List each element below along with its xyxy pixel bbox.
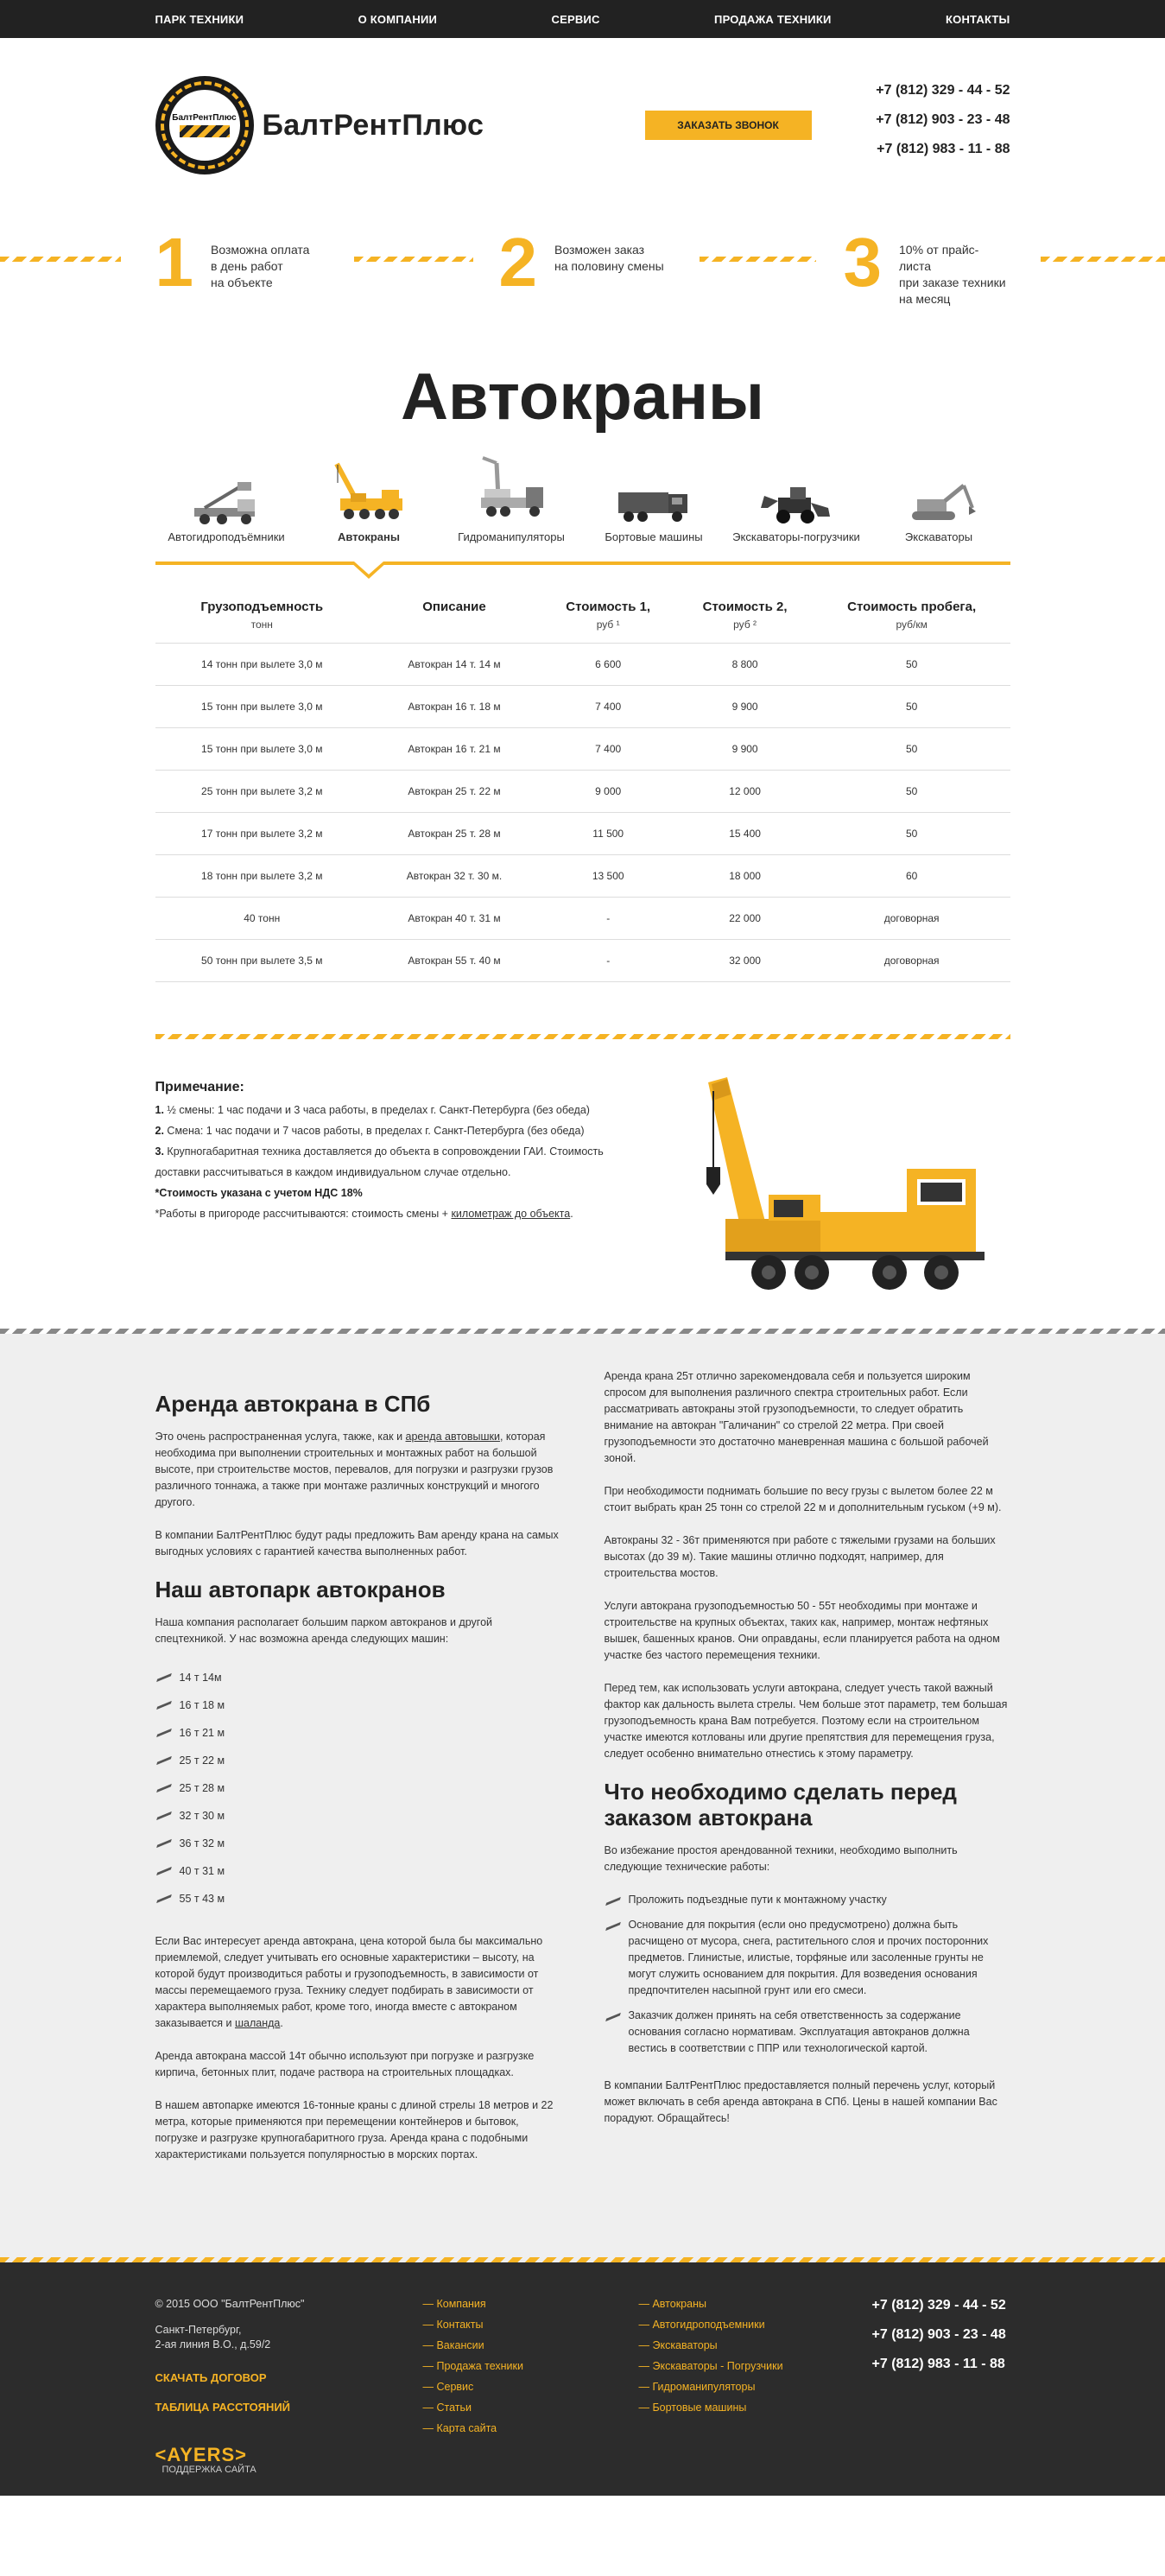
table-cell: 17 тонн при вылете 3,2 м <box>155 813 370 855</box>
footer-link[interactable]: — Гидроманипуляторы <box>638 2381 756 2393</box>
table-cell: 50 <box>814 728 1010 771</box>
order-call-button[interactable]: ЗАКАЗАТЬ ЗВОНОК <box>645 111 812 140</box>
logo-badge-text: БалтРентПлюс <box>172 113 237 123</box>
table-cell: 9 900 <box>676 686 813 728</box>
footer-link[interactable]: — Карта сайта <box>422 2422 497 2434</box>
footer-link[interactable]: — Автогидроподъемники <box>638 2319 765 2331</box>
ayers-subtitle: ПОДДЕРЖКА САЙТА <box>161 2465 256 2475</box>
ayers-logo[interactable]: <AYERS> ПОДДЕРЖКА САЙТА <box>155 2444 256 2475</box>
col-header-mileage: Стоимость пробега, руб/км <box>847 600 977 631</box>
footer-phones <box>872 2295 1006 2383</box>
table-cell: 15 тонн при вылете 3,0 м <box>155 728 370 771</box>
list-item: 32 т 30 м <box>155 1802 561 1830</box>
table-cell: Автокран 16 т. 21 м <box>369 728 540 771</box>
list-item: 36 т 32 м <box>155 1830 561 1857</box>
paragraph: При необходимости поднимать большие по весу грузы с вылетом более 22 м стоит выбрать кран 25 тонн со стрелой 22 м и дополнительным гуськом (+9 м). <box>604 1485 1002 1513</box>
list-item: Основание для покрытия (если оно предусмотрено) должна быть расчищено от мусора, снега, растительного слоя и прочих посторонних предметов. Глинистые, илистые, торфяные или засоленные грунты не могут служить основанием для покрытия. Для возведения основания предпочтителен насыпной грунт или его смеси. <box>605 1917 1010 1999</box>
tab-aerial-platforms[interactable] <box>155 454 298 558</box>
benefit-text: Возможна оплата в день работ на объекте <box>211 243 310 289</box>
table-cell: Автокран 40 т. 31 м <box>369 898 540 940</box>
col-header-description: Описание <box>422 600 486 614</box>
list-item: 25 т 22 м <box>155 1747 561 1774</box>
backhoe-icon <box>757 482 835 525</box>
requirements-list <box>605 1892 1010 2057</box>
distance-table-link[interactable]: ТАБЛИЦА РАССТОЯНИЙ <box>155 2401 291 2414</box>
table-cell: 15 тонн при вылете 3,0 м <box>155 686 370 728</box>
list-item: 55 т 43 м <box>155 1885 561 1913</box>
tab-label: Автогидроподъёмники <box>168 530 285 543</box>
paragraph: Это очень распространенная услуга, также, как и аренда автовышки, которая необходима при выполнении строительных и монтажных работ на большой высоте, при строительстве мостов, перевалов, для погрузки и разгрузки грузов различного тоннажа, а также при монтаже различных конструкций и многого другого. <box>155 1431 554 1508</box>
list-item: 16 т 21 м <box>155 1719 561 1747</box>
nav-service[interactable]: СЕРВИС <box>551 12 600 26</box>
table-cell: 13 500 <box>540 855 676 898</box>
footer-phone-2[interactable]: +7 (812) 903 - 23 - 48 <box>871 2327 1006 2342</box>
header-phones <box>876 83 1010 171</box>
phone-2[interactable]: +7 (812) 903 - 23 - 48 <box>876 112 1010 127</box>
paragraph: Перед тем, как использовать услуги автокрана, следует учесть такой важный фактор как дальность вылета стрелы. Чем больше этот параметр, тем большая грузоподъемность крана Вам потребуется. Поэтому если на строительном участке имеются котлованы или другие препятствия для перемещения груза, следует особенно внимательно отнестись к этому параметру. <box>604 1682 1008 1760</box>
note-item-3: 3. Крупногабаритная техника доставляется до объекта в сопровождении ГАИ. Стоимость доставки рассчитываться в каждом индивидуальном случае отдельно. <box>155 1145 604 1178</box>
mobile-crane-icon <box>691 1065 1010 1298</box>
table-cell: 50 тонн при вылете 3,5 м <box>155 940 370 982</box>
footer-phone-3[interactable]: +7 (812) 983 - 11 - 88 <box>871 2357 1005 2371</box>
benefit-2 <box>498 224 664 301</box>
table-cell: 60 <box>814 855 1010 898</box>
tab-excavators[interactable] <box>868 454 1010 558</box>
nav-about[interactable]: О КОМПАНИИ <box>358 12 438 26</box>
table-row <box>155 898 1010 940</box>
table-cell: Автокран 14 т. 14 м <box>369 644 540 686</box>
footer-link[interactable]: — Продажа техники <box>422 2360 523 2372</box>
logo[interactable] <box>155 76 484 174</box>
nav-contacts[interactable]: КОНТАКТЫ <box>946 12 1010 26</box>
table-cell: 6 600 <box>540 644 676 686</box>
list-item: 14 т 14м <box>155 1664 561 1691</box>
table-cell: 9 000 <box>540 771 676 813</box>
notes-section <box>155 1039 1010 1329</box>
logo-name: БалтРентПлюс <box>262 108 484 142</box>
tab-label: Экскаваторы-погрузчики <box>732 530 860 543</box>
paragraph: Наша компания располагает большим парком автокранов и другой спецтехникой. У нас возможна аренда следующих машин: <box>155 1616 492 1645</box>
note-item-2: 2. Смена: 1 час подачи и 7 часов работы, в пределах г. Санкт-Петербурга (без обеда) <box>155 1125 585 1137</box>
table-cell: 50 <box>814 686 1010 728</box>
nav-park[interactable]: ПАРК ТЕХНИКИ <box>155 12 244 26</box>
paragraph: Аренда автокрана массой 14т обычно используют при погрузке и разгрузке кирпича, бетонных плит, подаче раствора на строительных площадках. <box>155 2050 535 2078</box>
footer-phone-1[interactable]: +7 (812) 329 - 44 - 52 <box>871 2298 1006 2313</box>
table-row <box>155 728 1010 771</box>
header <box>0 38 1165 211</box>
content-right-column <box>605 1368 1010 2179</box>
tab-label: Бортовые машины <box>605 530 703 543</box>
tab-label: Автокраны <box>338 530 400 543</box>
table-cell: 50 <box>814 771 1010 813</box>
table-cell: Автокран 25 т. 22 м <box>369 771 540 813</box>
footer-link[interactable]: — Компания <box>422 2298 486 2310</box>
footer-link[interactable]: — Вакансии <box>422 2339 484 2351</box>
note-vat: *Стоимость указана с учетом НДС 18% <box>155 1187 363 1199</box>
note-suburb: *Работы в пригороде рассчитываются: стоимость смены + километраж до объекта. <box>155 1208 573 1220</box>
table-cell: договорная <box>814 898 1010 940</box>
col-header-price-2: Стоимость 2, руб ² <box>702 600 788 631</box>
table-cell: 50 <box>814 644 1010 686</box>
notes-title: Примечание: <box>155 1080 244 1094</box>
table-row <box>155 855 1010 898</box>
shalanda-link[interactable]: шаланда <box>234 2017 281 2029</box>
truck-icon <box>615 482 693 525</box>
tab-flatbeds[interactable] <box>583 454 725 558</box>
footer <box>0 2262 1165 2496</box>
seo-content-section <box>0 1334 1165 2257</box>
tab-label: Гидроманипуляторы <box>458 530 565 543</box>
table-cell: - <box>540 940 676 982</box>
table-cell: Автокран 25 т. 28 м <box>369 813 540 855</box>
table-row <box>155 813 1010 855</box>
table-row <box>155 644 1010 686</box>
footer-company-info <box>155 2294 305 2418</box>
table-cell: Автокран 32 т. 30 м. <box>369 855 540 898</box>
address-street: 2-ая линия В.О., д.59/2 <box>155 2338 271 2351</box>
address-city: Санкт-Петербург, <box>155 2324 242 2336</box>
table-row <box>155 686 1010 728</box>
footer-link[interactable]: — Статьи <box>422 2402 472 2414</box>
table-cell: 32 000 <box>676 940 813 982</box>
table-cell: - <box>540 898 676 940</box>
footer-link[interactable]: — Бортовые машины <box>638 2402 747 2414</box>
table-cell: 40 тонн <box>155 898 370 940</box>
paragraph: Во избежание простоя арендованной техники, необходимо выполнить следующие технические работы: <box>604 1844 958 1873</box>
excavator-icon <box>900 482 978 525</box>
benefit-number: 2 <box>498 224 537 301</box>
table-row <box>155 771 1010 813</box>
paragraph: Если Вас интересует аренда автокрана, цена которой была бы максимально приемлемой, следует учитывать его основные характеристики – высоту, на которой будут производиться работы и грузоподъемность, в зависимости от массы перемещаемого груза. Технику следует подбирать в зависимости от характера выполняемых работ, кроме того, иногда вместе с автокраном заказывается и шаланда. <box>155 1935 543 2029</box>
footer-link[interactable]: — Экскаваторы <box>638 2339 718 2351</box>
footer-equipment-links <box>639 2294 783 2418</box>
col-header-price-1: Стоимость 1, руб ¹ <box>566 600 651 631</box>
list-item: 40 т 31 м <box>155 1857 561 1885</box>
note-item-1: 1. ½ смены: 1 час подачи и 3 часа работы, в пределах г. Санкт-Петербурга (без обеда) <box>155 1104 590 1116</box>
table-cell: 14 тонн при вылете 3,0 м <box>155 644 370 686</box>
nav-sale[interactable]: ПРОДАЖА ТЕХНИКИ <box>714 12 832 26</box>
footer-link[interactable]: — Контакты <box>422 2319 484 2331</box>
hazard-stripe-icon <box>180 125 230 137</box>
fleet-list <box>155 1664 561 1913</box>
footer-link[interactable]: — Экскаваторы - Погрузчики <box>638 2360 783 2372</box>
footer-link[interactable]: — Автокраны <box>638 2298 706 2310</box>
tab-manipulators[interactable] <box>440 454 583 558</box>
table-cell: 50 <box>814 813 1010 855</box>
list-item: Заказчик должен принять на себя ответственность за содержание основания согласно нормативам. Эксплуатация автокранов должна вестись в соответствии с ППР или технологической картой. <box>605 2008 1010 2057</box>
content-left-column <box>155 1368 561 2179</box>
table-cell: 9 900 <box>676 728 813 771</box>
aerial-platform-icon <box>187 482 265 525</box>
top-navigation <box>0 0 1165 38</box>
benefit-number: 1 <box>155 224 193 301</box>
table-cell: договорная <box>814 940 1010 982</box>
category-tabs <box>155 454 1010 558</box>
tab-label: Экскаваторы <box>904 530 973 543</box>
heading-crane-rental: Аренда автокрана в СПб <box>155 1391 431 1417</box>
table-cell: 7 400 <box>540 686 676 728</box>
benefit-text: Возможен заказ на половину смены <box>554 243 664 273</box>
phone-1[interactable]: +7 (812) 329 - 44 - 52 <box>876 83 1010 98</box>
phone-3[interactable]: +7 (812) 983 - 11 - 88 <box>877 142 1010 156</box>
col-header-capacity: Грузоподъемность тонн <box>200 600 324 631</box>
paragraph: В компании БалтРентПлюс предоставляется полный перечень услуг, который может включать в себя аренда автокрана в СПб. Цены в нашей компании Вас порадуют. Обращайтесь! <box>604 2079 997 2124</box>
copyright: © 2015 ООО "БалтРентПлюс" <box>155 2298 305 2310</box>
download-contract-link[interactable]: СКАЧАТЬ ДОГОВОР <box>155 2371 267 2384</box>
table-cell: 18 000 <box>676 855 813 898</box>
benefit-1 <box>155 224 310 301</box>
table-cell: 12 000 <box>676 771 813 813</box>
list-item: 16 т 18 м <box>155 1691 561 1719</box>
table-cell: 15 400 <box>676 813 813 855</box>
table-cell: 18 тонн при вылете 3,2 м <box>155 855 370 898</box>
footer-link[interactable]: — Сервис <box>422 2381 474 2393</box>
paragraph: Автокраны 32 - 36т применяются при работе с тяжелыми грузами на больших высотах (до 39 м). Такие машины отлично подходят, например, для строительства мостов. <box>604 1534 996 1579</box>
heading-before-order: Что необходимо сделать перед заказом автокрана <box>604 1779 957 1830</box>
hazard-stripe-decor <box>1041 257 1165 262</box>
tab-indicator <box>155 562 1010 565</box>
table-cell: 7 400 <box>540 728 676 771</box>
benefit-text: 10% от прайс-листа при заказе техники на месяц <box>899 243 1006 306</box>
table-cell: Автокран 16 т. 18 м <box>369 686 540 728</box>
table-cell: 22 000 <box>676 898 813 940</box>
table-cell: 25 тонн при вылете 3,2 м <box>155 771 370 813</box>
hazard-stripe-decor <box>0 257 121 262</box>
list-item: Проложить подъездные пути к монтажному участку <box>605 1892 1010 1908</box>
logo-badge <box>155 76 254 174</box>
table-row <box>155 940 1010 982</box>
paragraph: В нашем автопарке имеются 16-тонные краны с длиной стрелы 18 метров и 22 метра, которые применяются при перемещении контейнеров и бытовок, погрузке и разгрузке крупногабаритного груза. Аренда крана с подобными характеристиками пользуется популярностью в морских портах. <box>155 2099 554 2160</box>
table-cell: 8 800 <box>676 644 813 686</box>
aerial-rental-link[interactable]: аренда автовышки <box>405 1431 500 1443</box>
mileage-link[interactable]: километраж до объекта <box>451 1208 571 1220</box>
manipulator-icon <box>472 456 550 525</box>
price-table <box>155 600 1010 982</box>
footer-site-links <box>423 2294 523 2439</box>
tab-cranes[interactable] <box>298 454 440 558</box>
table-cell: Автокран 55 т. 40 м <box>369 940 540 982</box>
benefits-strip <box>0 211 1165 340</box>
list-item: 25 т 28 м <box>155 1774 561 1802</box>
paragraph: В компании БалтРентПлюс будут рады предложить Вам аренду крана на самых выгодных условиях с гарантией качества выполненных работ. <box>155 1529 559 1558</box>
notes-text <box>155 1077 639 1224</box>
paragraph: Услуги автокрана грузоподъемностью 50 - 55т необходимы при монтаже и строительстве на крупных объектах, таких как, например, монтаж нефтяных вышек, башенных кранов. Они оправданы, если планируется работа на одном участке без частого перемещения техники. <box>604 1600 1000 1661</box>
paragraph: Аренда крана 25т отлично зарекомендовала себя и пользуется широким спросом для выполнения различного спектра строительных работ. Если рассматривать автокраны этой грузоподъемности, то следует обратить внимание на автокран "Галичанин" со стрелой 22 метра. При своей грузоподъемности это достаточно маневренная машина с большой рабочей зоной. <box>604 1370 989 1464</box>
table-cell: 11 500 <box>540 813 676 855</box>
heading-our-fleet: Наш автопарк автокранов <box>155 1577 446 1602</box>
benefit-3 <box>843 224 1010 308</box>
crane-icon <box>330 460 408 525</box>
benefit-number: 3 <box>843 224 882 301</box>
page-title: Автокраны <box>401 360 764 434</box>
tab-backhoe-loaders[interactable] <box>725 454 868 558</box>
